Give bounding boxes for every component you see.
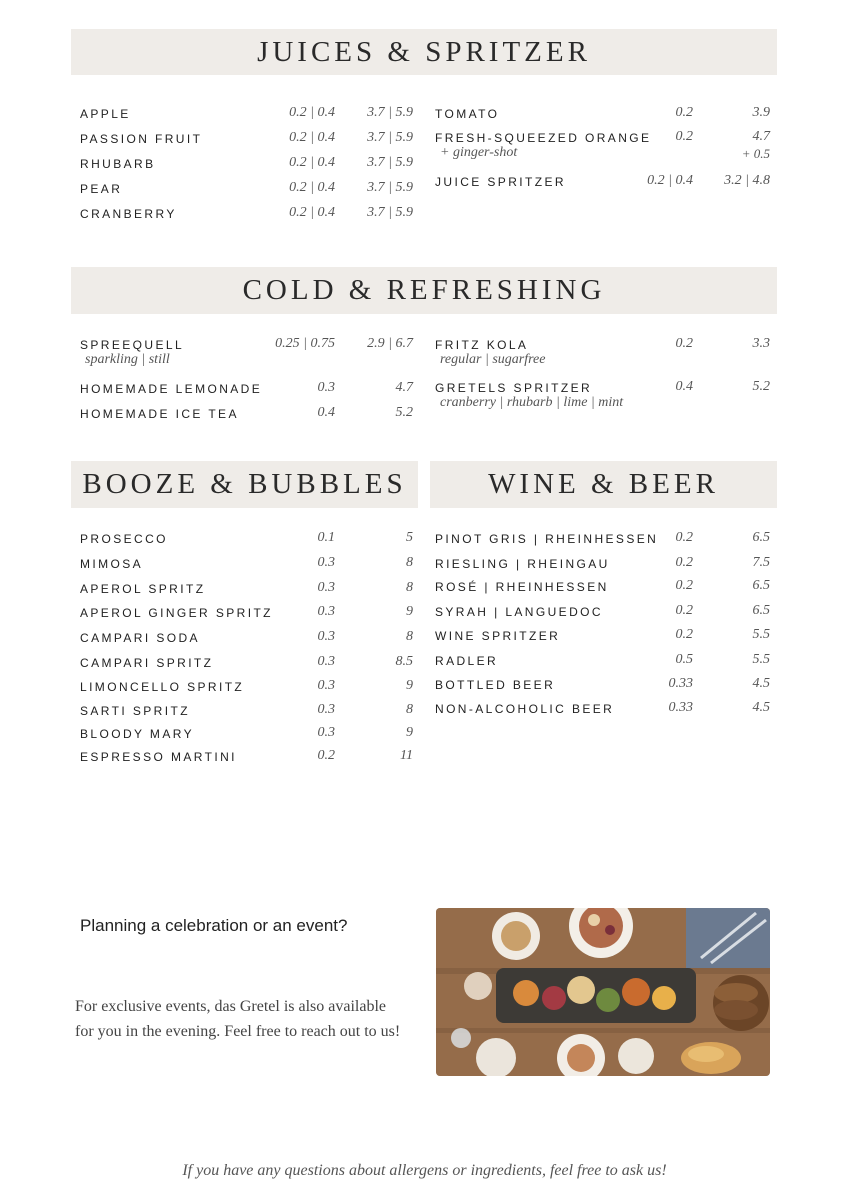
menu-item bbox=[435, 605, 770, 627]
item-price: 5.5 bbox=[752, 627, 770, 642]
item-price: 8 bbox=[406, 555, 413, 570]
menu-item bbox=[435, 107, 770, 129]
item-name: SARTI SPRITZ bbox=[80, 704, 190, 718]
item-price: 4.5 bbox=[752, 676, 770, 691]
item-price: 5.5 bbox=[752, 652, 770, 667]
menu-item bbox=[80, 727, 413, 749]
menu-item bbox=[80, 182, 413, 204]
item-price: 3.7 | 5.9 bbox=[367, 155, 413, 170]
item-size: 0.2 | 0.4 bbox=[289, 205, 335, 220]
item-size: 0.2 | 0.4 bbox=[289, 155, 335, 170]
menu-item bbox=[435, 379, 770, 410]
item-price: 9 bbox=[406, 725, 413, 740]
item-price: 11 bbox=[400, 748, 413, 763]
item-price: 4.7 bbox=[395, 380, 413, 395]
item-price: 6.5 bbox=[752, 578, 770, 593]
menu-item bbox=[80, 207, 413, 229]
item-subtitle: regular | sugarfree bbox=[440, 352, 546, 367]
item-size: 0.2 | 0.4 bbox=[289, 180, 335, 195]
item-name: JUICE SPRITZER bbox=[435, 175, 566, 189]
item-name: APEROL SPRITZ bbox=[80, 582, 206, 596]
menu-item bbox=[435, 678, 770, 700]
item-subtitle: cranberry | rhubarb | lime | mint bbox=[440, 395, 624, 410]
item-size: 0.2 bbox=[675, 627, 693, 642]
food-platter-image bbox=[436, 908, 770, 1076]
item-name: BLOODY MARY bbox=[80, 727, 194, 741]
item-size: 0.2 bbox=[675, 105, 693, 120]
item-name: RHUBARB bbox=[80, 157, 156, 171]
item-name: NON-ALCOHOLIC BEER bbox=[435, 702, 615, 716]
menu-item bbox=[80, 606, 413, 628]
item-name: SYRAH | LANGUEDOC bbox=[435, 605, 603, 619]
item-price: 4.7 bbox=[752, 129, 770, 144]
item-name: BOTTLED BEER bbox=[435, 678, 556, 692]
item-name: APEROL GINGER SPRITZ bbox=[80, 606, 273, 620]
item-name: GRETELS SPRITZER bbox=[435, 381, 593, 395]
item-name: FRESH-SQUEEZED ORANGE bbox=[435, 131, 652, 145]
item-size: 0.3 bbox=[317, 678, 335, 693]
item-name: PROSECCO bbox=[80, 532, 168, 546]
item-name: LIMONCELLO SPRITZ bbox=[80, 680, 245, 694]
item-price: 9 bbox=[406, 604, 413, 619]
item-subtitle: + ginger-shot bbox=[440, 145, 518, 160]
item-price: 5.2 bbox=[752, 379, 770, 394]
item-size: 0.33 bbox=[668, 700, 693, 715]
item-name: RADLER bbox=[435, 654, 499, 668]
menu-item bbox=[80, 680, 413, 702]
booze-heading: BOOZE & BUBBLES bbox=[71, 461, 418, 508]
allergen-notice: If you have any questions about allergens or ingredients, feel free to ask us! bbox=[182, 1162, 667, 1179]
menu-item bbox=[80, 582, 413, 604]
item-name: PINOT GRIS | RHEINHESSEN bbox=[435, 532, 659, 546]
item-subprice: + 0.5 bbox=[741, 146, 770, 161]
item-name: TOMATO bbox=[435, 107, 500, 121]
item-size: 0.5 bbox=[675, 652, 693, 667]
menu-item bbox=[80, 407, 413, 429]
item-size: 0.3 bbox=[317, 604, 335, 619]
item-price: 5.2 bbox=[395, 405, 413, 420]
item-price: 2.9 | 6.7 bbox=[367, 336, 413, 351]
item-price: 5 bbox=[406, 530, 413, 545]
item-name: HOMEMADE ICE TEA bbox=[80, 407, 239, 421]
menu-item bbox=[435, 580, 770, 602]
item-price: 8 bbox=[406, 702, 413, 717]
juices-heading: JUICES & SPRITZER bbox=[71, 29, 777, 75]
item-size: 0.2 | 0.4 bbox=[647, 173, 693, 188]
menu-item bbox=[80, 382, 413, 404]
item-price: 8.5 bbox=[395, 654, 413, 669]
item-size: 0.3 bbox=[317, 725, 335, 740]
item-price: 3.2 | 4.8 bbox=[724, 173, 770, 188]
item-price: 8 bbox=[406, 580, 413, 595]
item-name: ESPRESSO MARTINI bbox=[80, 750, 237, 764]
item-name: ROSÉ | RHEINHESSEN bbox=[435, 580, 609, 594]
item-size: 0.3 bbox=[317, 702, 335, 717]
item-name: HOMEMADE LEMONADE bbox=[80, 382, 263, 396]
menu-item bbox=[435, 629, 770, 651]
menu-item bbox=[80, 631, 413, 653]
item-price: 3.9 bbox=[752, 105, 770, 120]
item-name: CRANBERRY bbox=[80, 207, 177, 221]
item-price: 8 bbox=[406, 629, 413, 644]
item-size: 0.1 bbox=[317, 530, 335, 545]
item-price: 3.3 bbox=[752, 336, 770, 351]
item-name: PASSION FRUIT bbox=[80, 132, 203, 146]
item-name: APPLE bbox=[80, 107, 131, 121]
menu-item bbox=[80, 157, 413, 179]
menu-item bbox=[80, 750, 413, 772]
item-size: 0.3 bbox=[317, 629, 335, 644]
item-name: SPREEQUELL bbox=[80, 338, 185, 352]
item-size: 0.2 bbox=[675, 603, 693, 618]
item-size: 0.3 bbox=[317, 654, 335, 669]
catering-photo bbox=[436, 908, 770, 1076]
item-name: CAMPARI SODA bbox=[80, 631, 200, 645]
item-name: RIESLING | RHEINGAU bbox=[435, 557, 610, 571]
item-name: WINE SPRITZER bbox=[435, 629, 561, 643]
item-price: 6.5 bbox=[752, 530, 770, 545]
cold-heading: COLD & REFRESHING bbox=[71, 267, 777, 314]
event-text: For exclusive events, das Gretel is also available for you in the evening. Feel free to reach out to us! bbox=[75, 998, 401, 1040]
item-price: 3.7 | 5.9 bbox=[367, 205, 413, 220]
menu-item bbox=[80, 704, 413, 726]
item-size: 0.2 | 0.4 bbox=[289, 130, 335, 145]
item-size: 0.2 bbox=[675, 578, 693, 593]
item-size: 0.2 bbox=[675, 530, 693, 545]
menu-item bbox=[435, 702, 770, 724]
item-name: CAMPARI SPRITZ bbox=[80, 656, 214, 670]
menu-item bbox=[435, 336, 770, 367]
item-size: 0.25 | 0.75 bbox=[275, 336, 335, 351]
menu-item bbox=[80, 336, 413, 367]
item-name: PEAR bbox=[80, 182, 123, 196]
item-size: 0.3 bbox=[317, 380, 335, 395]
item-subtitle: sparkling | still bbox=[85, 352, 170, 367]
item-size: 0.3 bbox=[317, 580, 335, 595]
item-size: 0.33 bbox=[668, 676, 693, 691]
menu-item bbox=[80, 557, 413, 579]
item-price: 3.7 | 5.9 bbox=[367, 130, 413, 145]
item-size: 0.2 bbox=[317, 748, 335, 763]
menu-item bbox=[435, 654, 770, 676]
item-size: 0.3 bbox=[317, 555, 335, 570]
menu-item bbox=[435, 175, 770, 197]
item-size: 0.4 bbox=[317, 405, 335, 420]
item-price: 7.5 bbox=[752, 555, 770, 570]
item-size: 0.2 bbox=[675, 336, 693, 351]
item-price: 3.7 | 5.9 bbox=[367, 180, 413, 195]
menu-item bbox=[435, 532, 770, 554]
wine-heading: WINE & BEER bbox=[430, 461, 777, 508]
item-name: FRITZ KOLA bbox=[435, 338, 529, 352]
menu-item bbox=[80, 107, 413, 129]
event-title: Planning a celebration or an event? bbox=[80, 916, 348, 935]
item-size: 0.2 | 0.4 bbox=[289, 105, 335, 120]
item-price: 6.5 bbox=[752, 603, 770, 618]
item-size: 0.2 bbox=[675, 129, 693, 144]
menu-item bbox=[80, 132, 413, 154]
item-price: 9 bbox=[406, 678, 413, 693]
item-name: MIMOSA bbox=[80, 557, 144, 571]
menu-item bbox=[435, 129, 770, 161]
menu-item bbox=[80, 532, 413, 554]
item-price: 4.5 bbox=[752, 700, 770, 715]
menu-item bbox=[435, 557, 770, 579]
menu-item bbox=[80, 656, 413, 678]
item-size: 0.2 bbox=[675, 555, 693, 570]
item-price: 3.7 | 5.9 bbox=[367, 105, 413, 120]
item-size: 0.4 bbox=[675, 379, 693, 394]
